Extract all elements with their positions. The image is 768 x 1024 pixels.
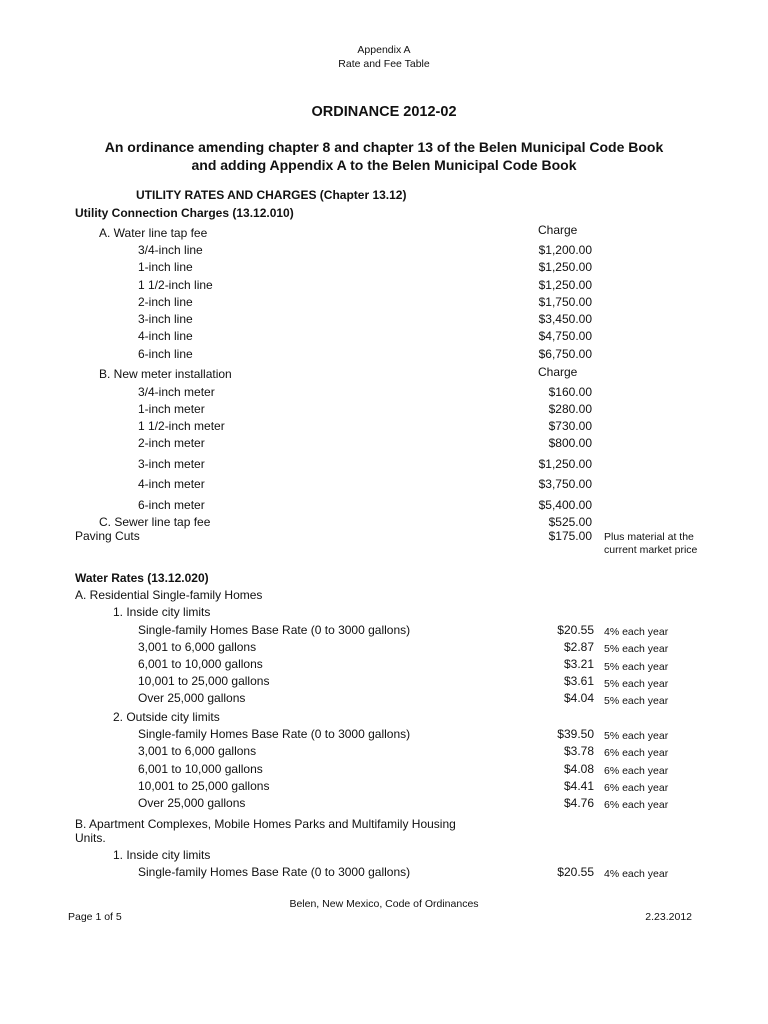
- rate-row-value: $2.87: [563, 640, 594, 654]
- water-tap-label: A. Water line tap fee: [99, 226, 208, 240]
- rate-row-label: 10,001 to 25,000 gallons: [138, 779, 270, 793]
- meter-item-value: $280.00: [548, 402, 592, 416]
- table-title: Rate and Fee Table: [338, 58, 430, 70]
- rate-row-label: Over 25,000 gallons: [138, 691, 246, 705]
- meter-item-label: 1-inch meter: [138, 402, 205, 416]
- water-tap-item-value: $1,250.00: [538, 260, 592, 274]
- rate-row-increase: 6% each year: [604, 765, 669, 777]
- rate-row-value: $3.78: [563, 744, 594, 758]
- ordinance-subtitle-line2: and adding Appendix A to the Belen Municipal Code Book: [191, 157, 577, 173]
- meter-item-label: 1 1/2-inch meter: [138, 419, 225, 433]
- sewer-tap-value: $525.00: [548, 515, 592, 529]
- rate-row-increase: 5% each year: [604, 661, 669, 673]
- rate-row-label: Single-family Homes Base Rate (0 to 3000 gallons): [138, 865, 411, 879]
- water-tap-charge-header: Charge: [538, 223, 578, 237]
- ordinance-subtitle-line1: An ordinance amending chapter 8 and chapter 13 of the Belen Municipal Code Book: [104, 139, 664, 155]
- rate-row-value: $4.41: [563, 779, 594, 793]
- rate-row-label: 3,001 to 6,000 gallons: [138, 744, 257, 758]
- b-inside-city-limits-label: 1. Inside city limits: [113, 848, 211, 862]
- apartment-complexes-label-line1: B. Apartment Complexes, Mobile Homes Parks and Multifamily Housing: [75, 817, 456, 831]
- rate-row-value: $39.50: [557, 727, 594, 741]
- rate-row-increase: 6% each year: [604, 747, 669, 759]
- water-tap-item-label: 1 1/2-inch line: [138, 278, 213, 292]
- meter-item-value: $3,750.00: [538, 477, 592, 491]
- meter-item-label: 3/4-inch meter: [138, 385, 215, 399]
- rate-row-label: 6,001 to 10,000 gallons: [138, 657, 263, 671]
- residential-single-family-label: A. Residential Single-family Homes: [75, 588, 263, 602]
- rate-row-value: $20.55: [557, 865, 594, 879]
- paving-cuts-value: $175.00: [548, 529, 592, 543]
- rate-row-increase: 5% each year: [604, 695, 669, 707]
- water-rates-heading: Water Rates (13.12.020): [75, 571, 209, 585]
- inside-city-limits-label: 1. Inside city limits: [113, 605, 211, 619]
- rate-row-increase: 6% each year: [604, 799, 669, 811]
- page-number: Page 1 of 5: [68, 911, 122, 923]
- meter-charge-header: Charge: [538, 365, 578, 379]
- rate-row-value: $4.76: [563, 796, 594, 810]
- water-tap-item-value: $3,450.00: [538, 312, 592, 326]
- rate-row-value: $4.08: [563, 762, 594, 776]
- meter-item-value: $1,250.00: [538, 457, 592, 471]
- rate-row-increase: 5% each year: [604, 730, 669, 742]
- rate-row-increase: 6% each year: [604, 782, 669, 794]
- meter-item-label: 4-inch meter: [138, 477, 205, 491]
- rate-row-increase: 4% each year: [604, 626, 669, 638]
- rate-row-value: $3.21: [563, 657, 594, 671]
- rate-row-value: $3.61: [563, 674, 594, 688]
- meter-item-value: $730.00: [548, 419, 592, 433]
- meter-item-value: $5,400.00: [538, 498, 592, 512]
- ordinance-title: ORDINANCE 2012-02: [311, 104, 457, 120]
- rate-row-label: 3,001 to 6,000 gallons: [138, 640, 257, 654]
- water-tap-item-value: $1,750.00: [538, 295, 592, 309]
- water-tap-item-label: 1-inch line: [138, 260, 193, 274]
- rate-row-value: $20.55: [557, 623, 594, 637]
- meter-item-label: 3-inch meter: [138, 457, 205, 471]
- water-tap-item-value: $1,200.00: [538, 243, 592, 257]
- water-tap-item-value: $4,750.00: [538, 329, 592, 343]
- rate-row-increase: 4% each year: [604, 868, 669, 880]
- meter-item-label: 2-inch meter: [138, 436, 205, 450]
- water-tap-item-label: 3/4-inch line: [138, 243, 203, 257]
- connection-charges-heading: Utility Connection Charges (13.12.010): [75, 206, 294, 220]
- apartment-complexes-label-line2: Units.: [75, 831, 106, 845]
- rate-row-value: $4.04: [563, 691, 594, 705]
- rate-row-increase: 5% each year: [604, 643, 669, 655]
- appendix-label: Appendix A: [357, 44, 411, 56]
- paving-cuts-label: Paving Cuts: [75, 529, 140, 543]
- meter-install-label: B. New meter installation: [99, 367, 232, 381]
- rate-row-label: Over 25,000 gallons: [138, 796, 246, 810]
- rate-row-label: Single-family Homes Base Rate (0 to 3000 gallons): [138, 623, 411, 637]
- water-tap-item-label: 2-inch line: [138, 295, 193, 309]
- rate-row-label: Single-family Homes Base Rate (0 to 3000 gallons): [138, 727, 411, 741]
- sewer-tap-label: C. Sewer line tap fee: [99, 515, 211, 529]
- rate-row-increase: 5% each year: [604, 678, 669, 690]
- paving-cuts-note: Plus material at the current market price: [604, 531, 698, 557]
- meter-item-label: 6-inch meter: [138, 498, 205, 512]
- outside-city-limits-label: 2. Outside city limits: [113, 710, 220, 724]
- rate-row-label: 10,001 to 25,000 gallons: [138, 674, 270, 688]
- rate-row-label: 6,001 to 10,000 gallons: [138, 762, 263, 776]
- footer-code-title: Belen, New Mexico, Code of Ordinances: [289, 898, 479, 910]
- footer-date: 2.23.2012: [645, 911, 692, 923]
- water-tap-item-label: 4-inch line: [138, 329, 193, 343]
- water-tap-item-label: 3-inch line: [138, 312, 193, 326]
- water-tap-item-value: $6,750.00: [538, 347, 592, 361]
- utility-rates-heading: UTILITY RATES AND CHARGES (Chapter 13.12): [136, 188, 407, 202]
- water-tap-item-label: 6-inch line: [138, 347, 193, 361]
- meter-item-value: $800.00: [548, 436, 592, 450]
- water-tap-item-value: $1,250.00: [538, 278, 592, 292]
- meter-item-value: $160.00: [548, 385, 592, 399]
